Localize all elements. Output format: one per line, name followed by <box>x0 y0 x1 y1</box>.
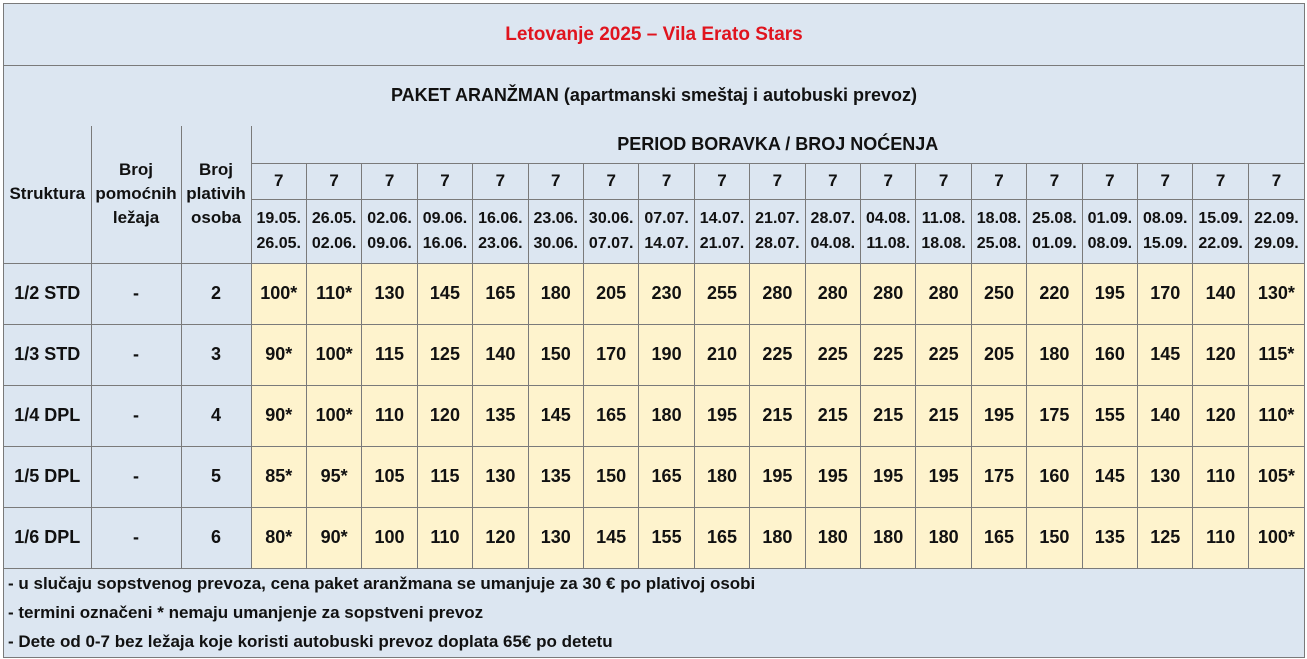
price-cell: 90* <box>251 385 306 446</box>
price-cell: 195 <box>916 446 971 507</box>
nights-count: 7 <box>916 163 971 199</box>
price-cell: 125 <box>417 324 472 385</box>
period-to: 22.09. <box>1198 235 1243 252</box>
price-cell: 110* <box>306 263 361 324</box>
period-to: 16.06. <box>422 235 468 252</box>
price-cell: 165 <box>971 507 1026 568</box>
price-cell: 145 <box>1138 324 1193 385</box>
nights-count: 7 <box>528 163 583 199</box>
period-to: 26.05. <box>256 235 301 252</box>
period-from: 08.09. <box>1142 210 1188 227</box>
price-cell: 205 <box>971 324 1026 385</box>
package-subtitle: PAKET ARANŽMAN (apartmanski smeštaj i autobuski prevoz) <box>4 65 1304 127</box>
price-cell: 195 <box>694 385 749 446</box>
nights-count: 7 <box>306 163 361 199</box>
period-dates <box>1248 199 1304 263</box>
period-to: 29.09. <box>1254 235 1299 252</box>
price-cell: 95* <box>306 446 361 507</box>
price-cell: 110* <box>1248 385 1304 446</box>
price-cell: 100 <box>362 507 417 568</box>
room-structure: 1/2 STD <box>4 263 91 324</box>
price-cell: 150 <box>583 446 638 507</box>
period-dates <box>306 199 361 263</box>
price-cell: 195 <box>861 446 916 507</box>
price-cell: 180 <box>861 507 916 568</box>
nights-count: 7 <box>583 163 638 199</box>
price-cell: 85* <box>251 446 306 507</box>
price-cell: 180 <box>694 446 749 507</box>
period-to: 14.07. <box>644 235 689 252</box>
price-cell: 105* <box>1248 446 1304 507</box>
price-cell: 225 <box>805 324 860 385</box>
nights-count: 7 <box>251 163 306 199</box>
price-cell: 90* <box>251 324 306 385</box>
header-line: osoba <box>191 208 242 228</box>
table-row <box>4 263 1304 324</box>
period-to: 28.07. <box>755 235 800 252</box>
period-to: 09.06. <box>367 235 412 252</box>
nights-count: 7 <box>1082 163 1137 199</box>
period-dates <box>473 199 528 263</box>
room-structure: 1/4 DPL <box>4 385 91 446</box>
price-cell: 180 <box>639 385 694 446</box>
nights-count: 7 <box>1138 163 1193 199</box>
period-dates <box>362 199 417 263</box>
header-paying-persons <box>181 126 251 263</box>
nights-count: 7 <box>473 163 528 199</box>
header-line: pomoćnih <box>95 184 177 204</box>
price-cell: 110 <box>417 507 472 568</box>
nights-count: 7 <box>971 163 1026 199</box>
price-cell: 280 <box>861 263 916 324</box>
period-from: 19.05. <box>256 210 301 227</box>
price-cell: 100* <box>1248 507 1304 568</box>
period-to: 08.09. <box>1087 235 1133 252</box>
period-from: 11.08. <box>921 210 966 227</box>
header-line: ležaja <box>112 208 160 228</box>
price-cell: 80* <box>251 507 306 568</box>
extra-beds-value: - <box>91 446 181 507</box>
paying-persons-value: 6 <box>181 507 251 568</box>
nights-count: 7 <box>805 163 860 199</box>
period-from: 16.06. <box>478 210 523 227</box>
nights-count: 7 <box>1248 163 1304 199</box>
price-cell: 180 <box>750 507 805 568</box>
price-sheet <box>3 3 1305 658</box>
price-cell: 180 <box>528 263 583 324</box>
price-cell: 175 <box>1027 385 1082 446</box>
nights-count: 7 <box>1027 163 1082 199</box>
price-cell: 165 <box>639 446 694 507</box>
nights-count: 7 <box>639 163 694 199</box>
period-dates <box>1138 199 1193 263</box>
nights-count: 7 <box>750 163 805 199</box>
price-cell: 130 <box>528 507 583 568</box>
extra-beds-value: - <box>91 507 181 568</box>
price-cell: 165 <box>583 385 638 446</box>
period-dates <box>861 199 916 263</box>
paying-persons-value: 5 <box>181 446 251 507</box>
price-cell: 175 <box>971 446 1026 507</box>
price-cell: 145 <box>417 263 472 324</box>
period-to: 30.06. <box>533 235 578 252</box>
period-from: 23.06. <box>533 210 578 227</box>
period-to: 21.07. <box>699 235 745 252</box>
price-cell: 120 <box>473 507 528 568</box>
period-from: 04.08. <box>865 210 911 227</box>
note-line: - u slučaju sopstvenog prevoza, cena paket aranžmana se umanjuje za 30 € po plativoj osobi <box>8 574 756 593</box>
price-cell: 145 <box>583 507 638 568</box>
period-from: 14.07. <box>699 210 745 227</box>
price-cell: 170 <box>583 324 638 385</box>
price-cell: 195 <box>805 446 860 507</box>
extra-beds-value: - <box>91 385 181 446</box>
price-cell: 215 <box>916 385 971 446</box>
table-row <box>4 446 1304 507</box>
price-cell: 155 <box>1082 385 1137 446</box>
period-from: 26.05. <box>311 210 357 227</box>
paying-persons-value: 2 <box>181 263 251 324</box>
period-from: 28.07. <box>810 210 856 227</box>
price-cell: 180 <box>1027 324 1082 385</box>
price-cell: 135 <box>1082 507 1137 568</box>
period-dates <box>694 199 749 263</box>
extra-beds-value: - <box>91 324 181 385</box>
price-cell: 110 <box>1193 446 1248 507</box>
period-from: 22.09. <box>1254 210 1299 227</box>
price-cell: 250 <box>971 263 1026 324</box>
price-cell: 130 <box>362 263 417 324</box>
period-dates <box>1027 199 1082 263</box>
period-dates <box>916 199 971 263</box>
price-cell: 135 <box>528 446 583 507</box>
price-cell: 210 <box>694 324 749 385</box>
price-cell: 255 <box>694 263 749 324</box>
note-line: - Dete od 0-7 bez ležaja koje koristi autobuski prevoz doplata 65€ po detetu <box>8 632 613 651</box>
price-cell: 195 <box>971 385 1026 446</box>
note-line: - termini označeni * nemaju umanjenje za sopstveni prevoz <box>8 603 484 622</box>
header-line: Broj <box>199 160 234 180</box>
header-line: Broj <box>119 160 154 180</box>
nights-count: 7 <box>417 163 472 199</box>
price-cell: 110 <box>362 385 417 446</box>
price-cell: 130* <box>1248 263 1304 324</box>
table-row <box>4 324 1304 385</box>
price-cell: 205 <box>583 263 638 324</box>
paying-persons-value: 3 <box>181 324 251 385</box>
price-cell: 130 <box>473 446 528 507</box>
price-cell: 145 <box>528 385 583 446</box>
room-structure: 1/3 STD <box>4 324 91 385</box>
period-from: 07.07. <box>644 210 689 227</box>
price-cell: 180 <box>916 507 971 568</box>
price-cell: 150 <box>528 324 583 385</box>
price-cell: 165 <box>473 263 528 324</box>
table-row <box>4 507 1304 568</box>
period-dates <box>971 199 1026 263</box>
price-cell: 160 <box>1027 446 1082 507</box>
period-to: 02.06. <box>311 235 357 252</box>
price-cell: 160 <box>1082 324 1137 385</box>
notes <box>4 569 1298 656</box>
period-from: 09.06. <box>422 210 468 227</box>
price-cell: 225 <box>916 324 971 385</box>
header-extra-beds <box>91 126 181 263</box>
room-structure: 1/6 DPL <box>4 507 91 568</box>
price-cell: 120 <box>1193 385 1248 446</box>
period-from: 21.07. <box>755 210 800 227</box>
price-cell: 130 <box>1138 446 1193 507</box>
price-cell: 100* <box>306 385 361 446</box>
price-cell: 135 <box>473 385 528 446</box>
price-cell: 230 <box>639 263 694 324</box>
price-cell: 280 <box>750 263 805 324</box>
period-from: 18.08. <box>976 210 1022 227</box>
price-cell: 190 <box>639 324 694 385</box>
header-structure: Struktura <box>4 126 91 263</box>
price-cell: 225 <box>750 324 805 385</box>
price-cell: 140 <box>473 324 528 385</box>
period-to: 23.06. <box>478 235 523 252</box>
price-cell: 90* <box>306 507 361 568</box>
price-cell: 115* <box>1248 324 1304 385</box>
price-cell: 220 <box>1027 263 1082 324</box>
price-cell: 145 <box>1082 446 1137 507</box>
price-cell: 100* <box>251 263 306 324</box>
price-cell: 225 <box>861 324 916 385</box>
header-line: plativih <box>186 184 246 204</box>
period-dates <box>750 199 805 263</box>
price-cell: 100* <box>306 324 361 385</box>
price-cell: 120 <box>417 385 472 446</box>
page-title: Letovanje 2025 – Vila Erato Stars <box>4 4 1304 66</box>
period-dates <box>583 199 638 263</box>
period-dates <box>1082 199 1137 263</box>
nights-count: 7 <box>861 163 916 199</box>
price-cell: 195 <box>750 446 805 507</box>
paying-persons-value: 4 <box>181 385 251 446</box>
period-from: 25.08. <box>1032 210 1077 227</box>
price-cell: 105 <box>362 446 417 507</box>
period-to: 07.07. <box>588 235 634 252</box>
period-dates <box>417 199 472 263</box>
period-from: 01.09. <box>1087 210 1133 227</box>
period-to: 15.09. <box>1142 235 1188 252</box>
period-dates <box>1193 199 1248 263</box>
period-to: 25.08. <box>976 235 1022 252</box>
period-dates <box>251 199 306 263</box>
price-cell: 215 <box>805 385 860 446</box>
price-cell: 140 <box>1138 385 1193 446</box>
price-cell: 180 <box>805 507 860 568</box>
nights-count: 7 <box>1193 163 1248 199</box>
price-cell: 120 <box>1193 324 1248 385</box>
extra-beds-value: - <box>91 263 181 324</box>
price-cell: 115 <box>417 446 472 507</box>
price-cell: 155 <box>639 507 694 568</box>
nights-count: 7 <box>362 163 417 199</box>
period-dates <box>639 199 694 263</box>
period-dates <box>805 199 860 263</box>
price-cell: 280 <box>805 263 860 324</box>
header-period: PERIOD BORAVKA / BROJ NOĆENJA <box>251 126 1304 163</box>
price-table <box>4 126 1304 569</box>
period-to: 11.08. <box>866 235 910 252</box>
nights-count: 7 <box>694 163 749 199</box>
period-from: 30.06. <box>588 210 634 227</box>
price-cell: 280 <box>916 263 971 324</box>
period-to: 01.09. <box>1032 235 1077 252</box>
price-cell: 215 <box>861 385 916 446</box>
price-cell: 195 <box>1082 263 1137 324</box>
period-from: 02.06. <box>367 210 412 227</box>
room-structure: 1/5 DPL <box>4 446 91 507</box>
price-cell: 140 <box>1193 263 1248 324</box>
price-cell: 215 <box>750 385 805 446</box>
table-row <box>4 385 1304 446</box>
period-to: 04.08. <box>810 235 856 252</box>
price-cell: 110 <box>1193 507 1248 568</box>
price-cell: 170 <box>1138 263 1193 324</box>
price-cell: 115 <box>362 324 417 385</box>
price-cell: 150 <box>1027 507 1082 568</box>
period-from: 15.09. <box>1198 210 1243 227</box>
price-cell: 165 <box>694 507 749 568</box>
price-cell: 125 <box>1138 507 1193 568</box>
period-to: 18.08. <box>921 235 966 252</box>
period-dates <box>528 199 583 263</box>
